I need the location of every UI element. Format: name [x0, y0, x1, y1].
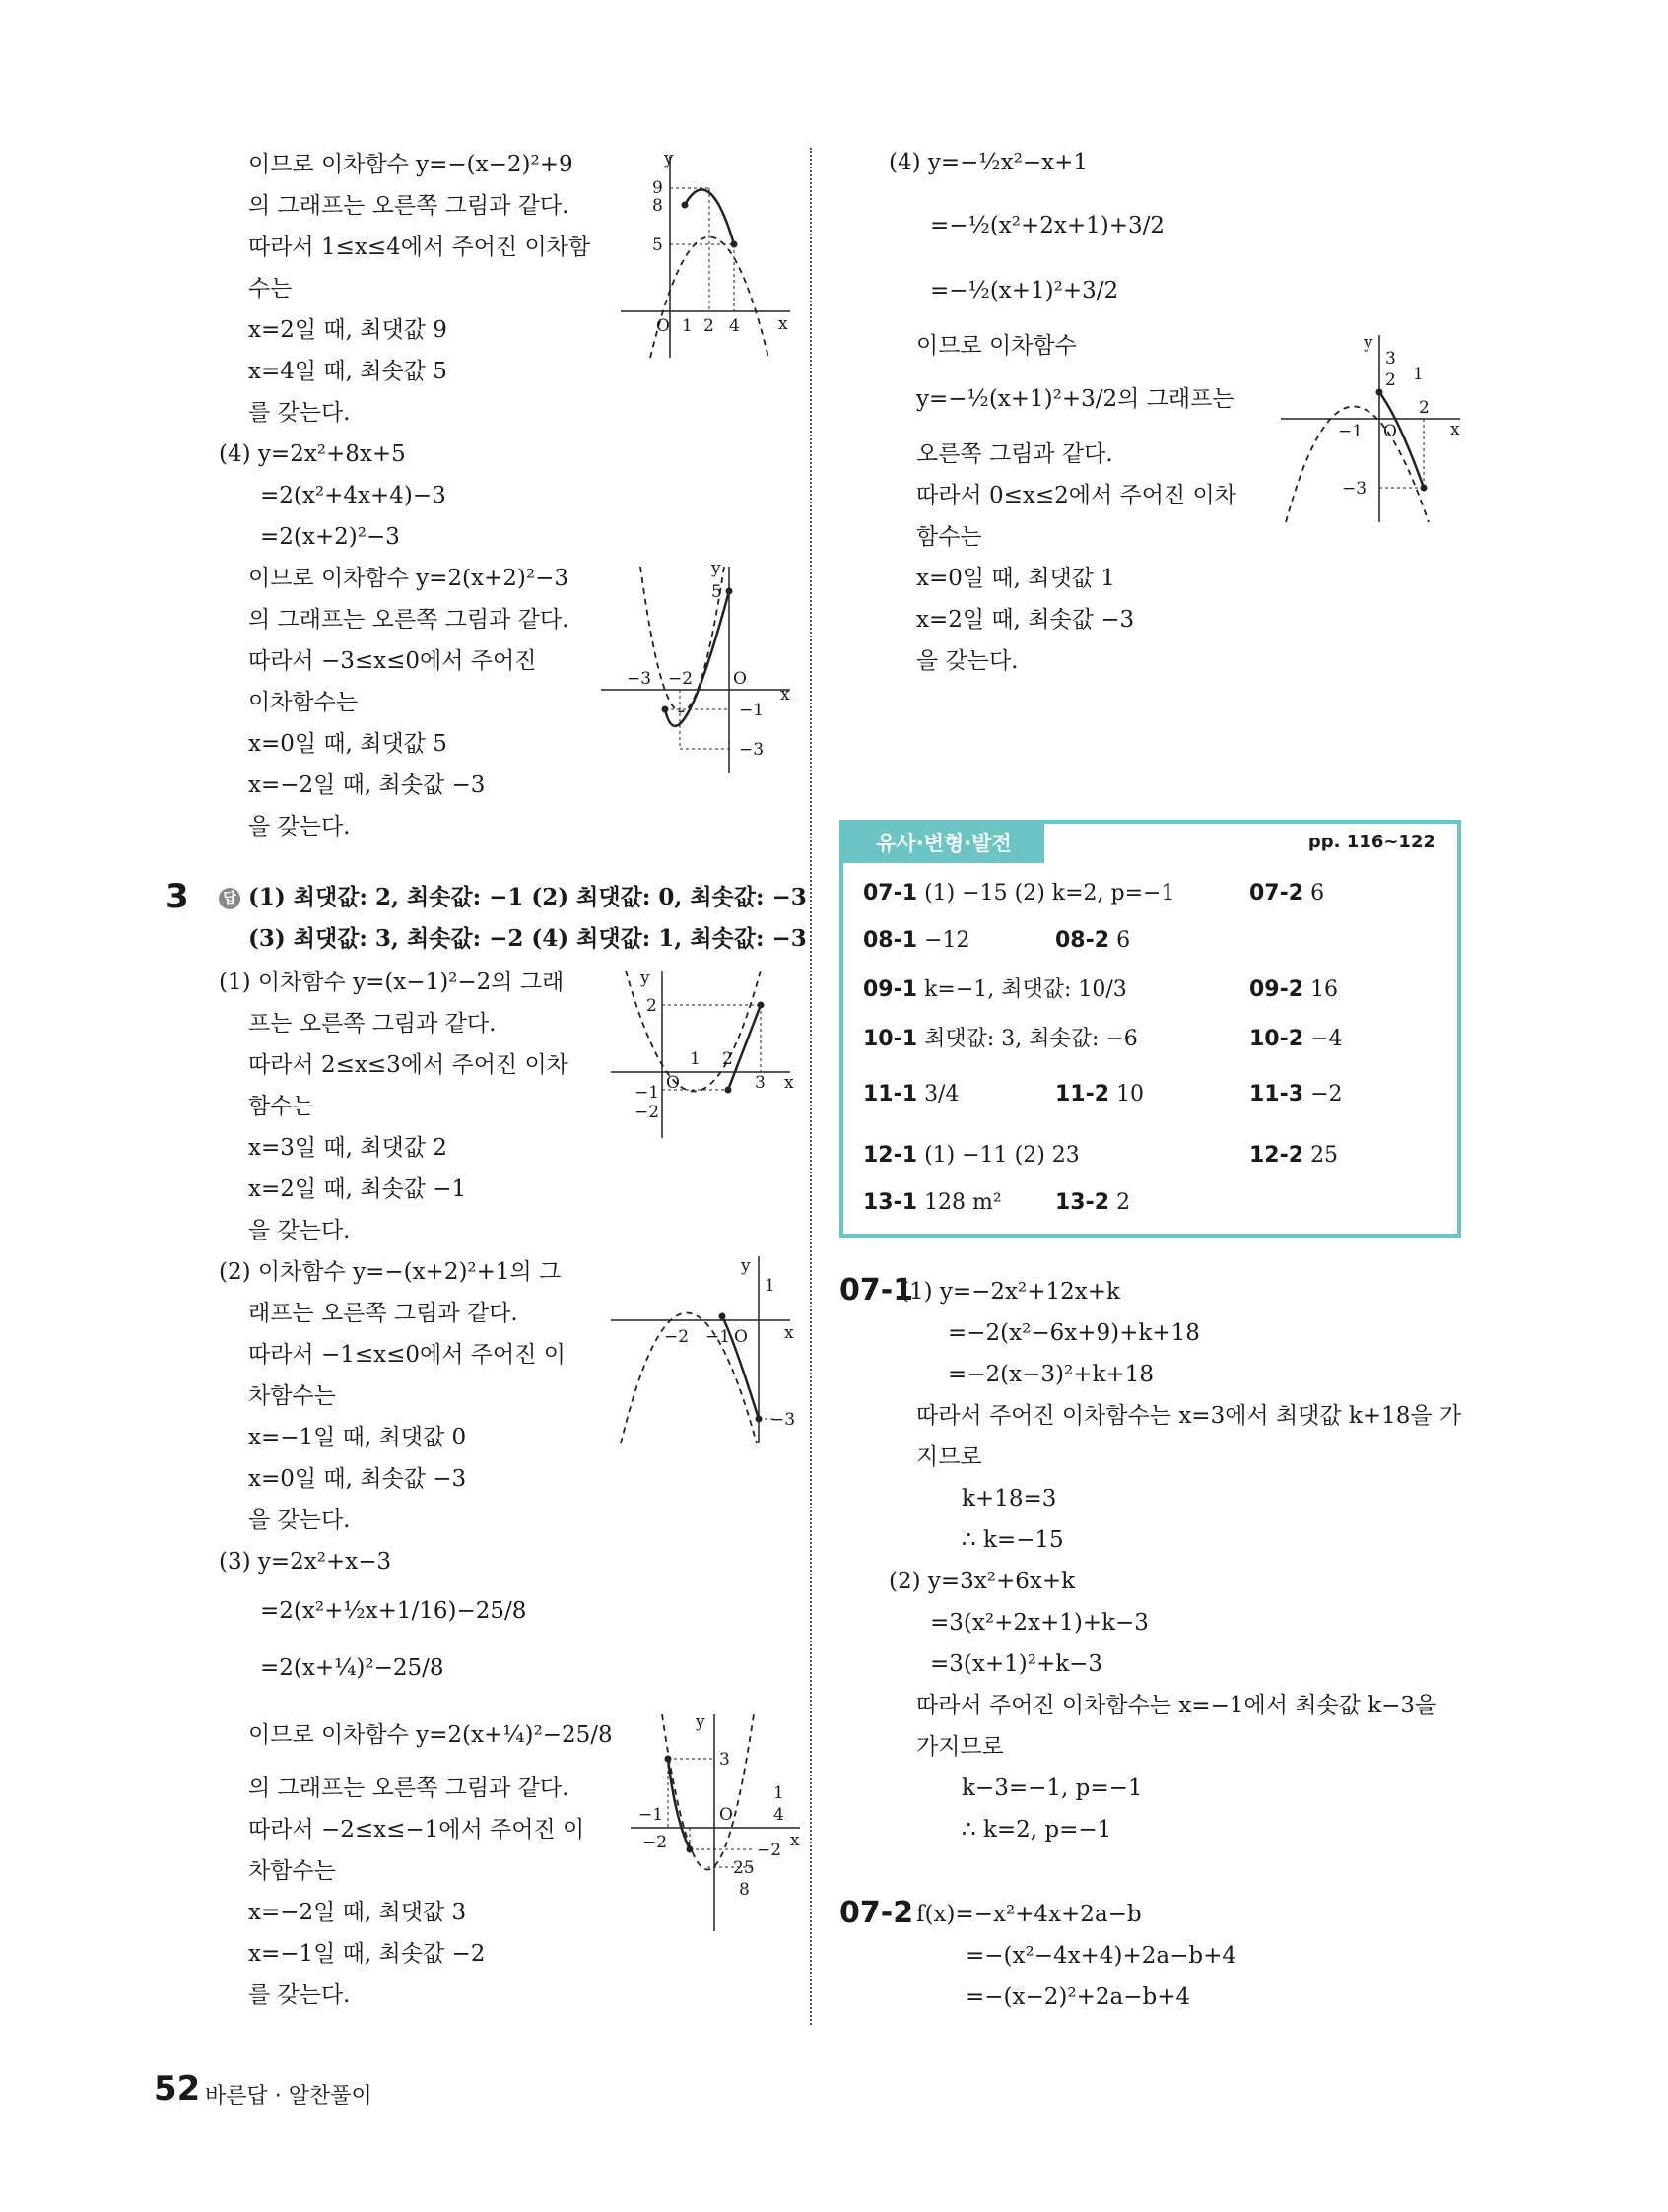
- text-line: x=0일 때, 최댓값 1: [916, 566, 1115, 591]
- graph-parabola-3: [611, 966, 798, 1143]
- text-line: =2(x²+½x+1/16)−25/8: [260, 1598, 527, 1624]
- text-line: 따라서 0≤x≤2에서 주어진 이차: [916, 483, 1236, 508]
- graph-label: 4: [729, 316, 740, 336]
- graph-label: 1: [690, 1049, 701, 1069]
- graph-label: −2: [664, 1327, 690, 1347]
- text-line: 래프는 오른쪽 그림과 같다.: [248, 1301, 518, 1326]
- graph-label: 5: [652, 235, 663, 255]
- text-line: (1) 이차함수 y=(x−1)²−2의 그래: [219, 970, 565, 995]
- answer-value: 10: [1116, 1082, 1145, 1106]
- text-line: (1) y=−2x²+12x+k: [901, 1279, 1120, 1305]
- graph-label: 2: [703, 316, 714, 336]
- graph-label: −1: [634, 1083, 660, 1103]
- answer-value: (1) −15 (2) k=2, p=−1: [924, 881, 1175, 905]
- text-line: =−(x−2)²+2a−b+4: [966, 1984, 1191, 2010]
- graph-label: 2: [646, 996, 657, 1016]
- text-line: x=4일 때, 최솟값 5: [248, 359, 447, 384]
- text-line: 따라서 주어진 이차함수는 x=3에서 최댓값 k+18을 가: [916, 1403, 1462, 1429]
- text-line: 을 갖는다.: [916, 648, 1019, 674]
- graph-label: y: [741, 1256, 751, 1276]
- answer-item: [1249, 879, 1324, 908]
- answer-item: [863, 975, 1127, 1005]
- text-line: (2) y=3x²+6x+k: [889, 1569, 1076, 1594]
- graph-label: 1: [682, 316, 693, 336]
- text-line: 함수는: [916, 524, 982, 550]
- answer-line: [219, 883, 807, 912]
- answer-value: 6: [1310, 881, 1325, 905]
- text-line: 이차함수는: [248, 690, 359, 715]
- text-line: x=−1일 때, 최솟값 −2: [248, 1941, 486, 1967]
- answer-item: [863, 926, 970, 956]
- text-line: =−½(x²+2x+1)+3/2: [930, 213, 1166, 238]
- graph-label: x: [790, 1831, 800, 1850]
- answer-value: 최댓값: 3, 최솟값: −6: [924, 1027, 1138, 1051]
- graph-label: −2: [668, 669, 694, 689]
- answer-value: −4: [1310, 1027, 1343, 1051]
- text-line: 차함수는: [248, 1858, 336, 1884]
- text-line: y=−½(x+1)²+3/2의 그래프는: [916, 386, 1234, 412]
- text-line: =−2(x−3)²+k+18: [948, 1362, 1154, 1387]
- answer-value: −2: [1310, 1082, 1343, 1106]
- graph-label: y: [711, 562, 721, 578]
- text-line: 을 갖는다.: [248, 1508, 351, 1533]
- graph-label: 3: [1385, 349, 1396, 369]
- text-line: ∴ k=−15: [962, 1527, 1064, 1553]
- graph-label: −1: [638, 1805, 664, 1825]
- answer-value: k=−1, 최댓값: 10/3: [924, 977, 1127, 1002]
- answer-key: 12-2: [1249, 1143, 1304, 1168]
- answer-key: 07-2: [1249, 881, 1304, 905]
- text-line: 가지므로: [916, 1734, 1004, 1760]
- text-line: x=2일 때, 최솟값 −1: [248, 1176, 467, 1202]
- graph-label: x: [784, 1323, 794, 1343]
- graph-parabola-1: [621, 146, 798, 363]
- graph-label: 9: [652, 178, 663, 198]
- text-line: x=2일 때, 최솟값 −3: [916, 607, 1135, 633]
- box-title: 유사·변형·발전: [843, 824, 1044, 863]
- graph-label: x: [778, 314, 788, 334]
- graph-label: 3: [755, 1073, 766, 1093]
- text-line: k−3=−1, p=−1: [962, 1776, 1143, 1801]
- text-line: 따라서 주어진 이차함수는 x=−1에서 최솟값 k−3을: [916, 1693, 1437, 1718]
- text-line: x=0일 때, 최댓값 5: [248, 731, 447, 757]
- text-line: =−½(x+1)²+3/2: [930, 278, 1119, 303]
- answer-key: 13-1: [863, 1190, 918, 1215]
- answer-key: 11-2: [1055, 1082, 1110, 1106]
- graph-parabola-6: [1281, 330, 1468, 527]
- text-line: f(x)=−x²+4x+2a−b: [916, 1902, 1142, 1927]
- text-line: 함수는: [248, 1094, 314, 1119]
- text-line: x=−2일 때, 최댓값 3: [248, 1900, 467, 1925]
- text-line: =2(x+¼)²−25/8: [260, 1655, 444, 1681]
- answer-key: 09-2: [1249, 977, 1304, 1002]
- text-line: 이므로 이차함수 y=2(x+¼)²−25/8: [248, 1722, 613, 1748]
- solution-tag: 07-1: [839, 1273, 914, 1307]
- answer-key: 11-1: [863, 1082, 918, 1106]
- answer-key: 10-2: [1249, 1027, 1304, 1051]
- answer-value: 25: [1310, 1143, 1339, 1168]
- text-line: (4) y=−½x²−x+1: [889, 150, 1089, 175]
- graph-label: −1: [739, 701, 765, 720]
- answer-key: 08-2: [1055, 928, 1110, 953]
- graph-label: y: [664, 149, 674, 168]
- text-line: 이므로 이차함수 y=2(x+2)²−3: [248, 566, 568, 591]
- text-line: 를 갖는다.: [248, 1982, 351, 2008]
- answer-badge: 답: [219, 888, 240, 909]
- answer-line: (3) 최댓값: 3, 최솟값: −2 (4) 최댓값: 1, 최솟값: −3: [248, 925, 807, 952]
- graph-label: 1: [765, 1276, 775, 1296]
- text-line: =−(x²−4x+4)+2a−b+4: [966, 1943, 1236, 1969]
- answer-item: [863, 879, 1175, 908]
- graph-label: 1: [773, 1783, 784, 1803]
- answer-key: 07-1: [863, 881, 918, 905]
- text-line: x=2일 때, 최댓값 9: [248, 317, 447, 343]
- text-line: 따라서 2≤x≤3에서 주어진 이차: [248, 1052, 568, 1078]
- graph-label: O: [719, 1805, 733, 1825]
- answer-key: 10-1: [863, 1027, 918, 1051]
- text-line: =−2(x²−6x+9)+k+18: [948, 1320, 1200, 1346]
- graph-label: O: [1383, 422, 1397, 441]
- answer-item: [1249, 1080, 1343, 1109]
- text-line: 을 갖는다.: [248, 1218, 351, 1243]
- text-line: x=0일 때, 최솟값 −3: [248, 1466, 467, 1492]
- graph-label: −2: [757, 1841, 782, 1860]
- answer-item: [863, 1025, 1138, 1054]
- text-line: (3) y=2x²+x−3: [219, 1549, 392, 1575]
- problem-number: 3: [166, 877, 189, 916]
- graph-label: −1: [1338, 422, 1364, 441]
- answer-item: [1055, 1188, 1130, 1218]
- column-divider: [810, 148, 812, 2025]
- graph-label: −3: [739, 740, 765, 760]
- text-line: (4) y=2x²+8x+5: [219, 441, 406, 467]
- graph-label: 2: [1419, 398, 1430, 418]
- text-line: 의 그래프는 오른쪽 그림과 같다.: [248, 193, 569, 219]
- text-line: 의 그래프는 오른쪽 그림과 같다.: [248, 607, 569, 633]
- text-line: 의 그래프는 오른쪽 그림과 같다.: [248, 1776, 569, 1801]
- graph-label: y: [1364, 333, 1373, 353]
- text-line: (2) 이차함수 y=−(x+2)²+1의 그: [219, 1259, 562, 1285]
- text-line: x=−2일 때, 최솟값 −3: [248, 772, 486, 798]
- answer-value: 2: [1116, 1190, 1131, 1215]
- graph-label: 2: [722, 1049, 733, 1069]
- graph-label: x: [1450, 420, 1460, 439]
- text-line: x=−1일 때, 최댓값 0: [248, 1425, 467, 1450]
- graph-label: 8: [739, 1880, 750, 1900]
- text-line: 따라서 −3≤x≤0에서 주어진: [248, 648, 537, 674]
- graph-label: O: [733, 669, 747, 689]
- answer-key: 08-1: [863, 928, 918, 953]
- answer-text: (1) 최댓값: 2, 최솟값: −1 (2) 최댓값: 0, 최솟값: −3: [248, 884, 807, 910]
- text-line: 따라서 −2≤x≤−1에서 주어진 이: [248, 1817, 585, 1843]
- answer-item: [1055, 926, 1130, 956]
- graph-label: O: [734, 1327, 748, 1347]
- answer-value: 6: [1116, 928, 1131, 953]
- answer-value: 3/4: [924, 1082, 960, 1106]
- box-pages: pp. 116~122: [1307, 832, 1435, 852]
- answer-key: 13-2: [1055, 1190, 1110, 1215]
- graph-parabola-5: [631, 1709, 808, 1936]
- graph-label: 25: [733, 1858, 755, 1878]
- graph-label: −3: [1342, 479, 1368, 499]
- text-line: 를 갖는다.: [248, 400, 351, 426]
- answer-key: 12-1: [863, 1143, 918, 1168]
- answer-item: [1249, 1141, 1338, 1171]
- text-line: 을 갖는다.: [248, 814, 351, 839]
- text-line: 따라서 −1≤x≤0에서 주어진 이: [248, 1342, 566, 1368]
- answer-item: [863, 1080, 959, 1109]
- graph-label: y: [696, 1712, 705, 1732]
- text-line: 프는 오른쪽 그림과 같다.: [248, 1011, 497, 1037]
- answer-item: [1249, 975, 1338, 1005]
- text-line: 오른쪽 그림과 같다.: [916, 441, 1113, 467]
- answer-value: −12: [924, 928, 970, 953]
- text-line: 지므로: [916, 1444, 982, 1470]
- text-line: 이므로 이차함수 y=−(x−2)²+9: [248, 152, 573, 177]
- graph-label: −3: [627, 669, 652, 689]
- text-line: =2(x+2)²−3: [260, 524, 400, 550]
- text-line: 차함수는: [248, 1383, 336, 1409]
- graph-label: −2: [634, 1103, 660, 1122]
- answer-item: [863, 1141, 1080, 1171]
- graph-label: O: [656, 316, 670, 336]
- graph-label: O: [666, 1073, 680, 1093]
- answer-value: (1) −11 (2) 23: [924, 1143, 1080, 1168]
- graph-label: 4: [773, 1805, 784, 1825]
- text-line: 이므로 이차함수: [916, 333, 1077, 359]
- graph-label: y: [640, 969, 650, 988]
- text-line: =3(x+1)²+k−3: [930, 1651, 1103, 1677]
- answer-item: [1055, 1080, 1144, 1109]
- graph-label: 5: [711, 582, 722, 602]
- graph-label: x: [784, 1073, 794, 1093]
- graph-label: 3: [719, 1750, 730, 1770]
- answer-summary-box: [839, 820, 1461, 1238]
- answer-value: 16: [1310, 977, 1339, 1002]
- graph-parabola-4: [611, 1251, 798, 1448]
- answer-key: 11-3: [1249, 1082, 1304, 1106]
- text-line: 수는: [248, 276, 293, 302]
- answer-value: 128 m²: [924, 1190, 1002, 1215]
- answer-item: [863, 1188, 1002, 1218]
- page-number: 52: [154, 2069, 201, 2109]
- text-line: =3(x²+2x+1)+k−3: [930, 1610, 1149, 1636]
- answer-item: [1249, 1025, 1343, 1054]
- graph-label: 8: [652, 196, 663, 216]
- graph-label: 2: [1385, 370, 1396, 390]
- graph-label: x: [780, 685, 790, 704]
- text-line: 따라서 1≤x≤4에서 주어진 이차함: [248, 235, 591, 260]
- footer-title: 바른답 · 알찬풀이: [205, 2084, 372, 2109]
- graph-label: 1: [1413, 365, 1424, 384]
- graph-label: −2: [642, 1833, 668, 1852]
- graph-parabola-2: [601, 562, 798, 778]
- solution-tag: 07-2: [839, 1896, 914, 1930]
- answer-key: 09-1: [863, 977, 918, 1002]
- text-line: k+18=3: [962, 1486, 1057, 1511]
- graph-label: −3: [770, 1410, 796, 1430]
- text-line: ∴ k=2, p=−1: [962, 1817, 1112, 1843]
- text-line: x=3일 때, 최댓값 2: [248, 1135, 447, 1161]
- text-line: =2(x²+4x+4)−3: [260, 483, 446, 508]
- graph-label: −1: [705, 1327, 731, 1347]
